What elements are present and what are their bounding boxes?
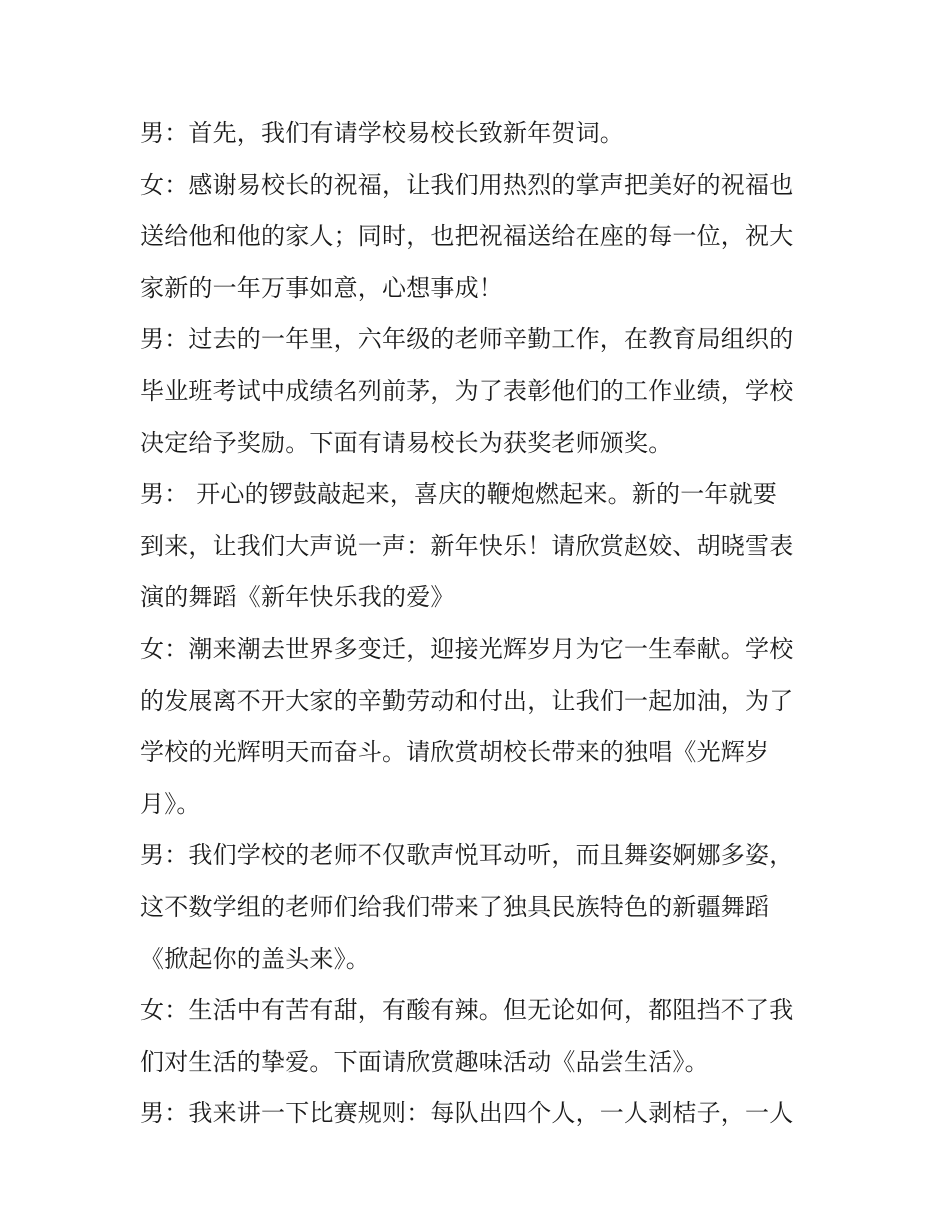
text-line: 演的舞蹈《新年快乐我的爱》 — [140, 583, 455, 612]
text-line: 学校的光辉明天而奋斗。请欣赏胡校长带来的独唱《光辉岁 — [140, 738, 770, 767]
text-line: 送给他和他的家人；同时，也把祝福送给在座的每一位，祝大 — [140, 222, 794, 251]
text-line: 的发展离不开大家的辛勤劳动和付出，让我们一起加油，为了 — [140, 686, 794, 715]
text-line: 女：感谢易校长的祝福，让我们用热烈的掌声把美好的祝福也 — [140, 170, 794, 199]
text-line: 男：我来讲一下比赛规则：每队出四个人，一人剥桔子，一人 — [140, 1099, 794, 1128]
text-line: 们对生活的挚爱。下面请欣赏趣味活动《品尝生活》。 — [140, 1047, 709, 1076]
text-line: 《掀起你的盖头来》。 — [140, 944, 370, 973]
text-line: 男： 开心的锣鼓敲起来，喜庆的鞭炮燃起来。新的一年就要 — [140, 480, 778, 509]
text-line: 男：首先，我们有请学校易校长致新年贺词。 — [140, 119, 624, 147]
text-line: 男：我们学校的老师不仅歌声悦耳动听，而且舞姿婀娜多姿， — [140, 841, 794, 870]
text-line: 男：过去的一年里，六年级的老师辛勤工作，在教育局组织的 — [140, 325, 794, 354]
text-line: 家新的一年万事如意，心想事成！ — [140, 273, 503, 302]
text-line: 月》。 — [140, 789, 201, 818]
text-line: 女：潮来潮去世界多变迁，迎接光辉岁月为它一生奉献。学校 — [140, 634, 794, 663]
text-line: 毕业班考试中成绩名列前茅，为了表彰他们的工作业绩，学校 — [140, 376, 794, 405]
text-line: 女：生活中有苦有甜，有酸有辣。但无论如何，都阻挡不了我 — [140, 996, 794, 1025]
text-line: 到来，让我们大声说一声：新年快乐！请欣赏赵姣、胡晓雪表 — [140, 531, 794, 560]
text-line: 决定给予奖励。下面有请易校长为获奖老师颁奖。 — [140, 428, 673, 457]
text-line: 这不数学组的老师们给我们带来了独具民族特色的新疆舞蹈 — [140, 892, 770, 921]
document-body — [140, 108, 820, 1140]
